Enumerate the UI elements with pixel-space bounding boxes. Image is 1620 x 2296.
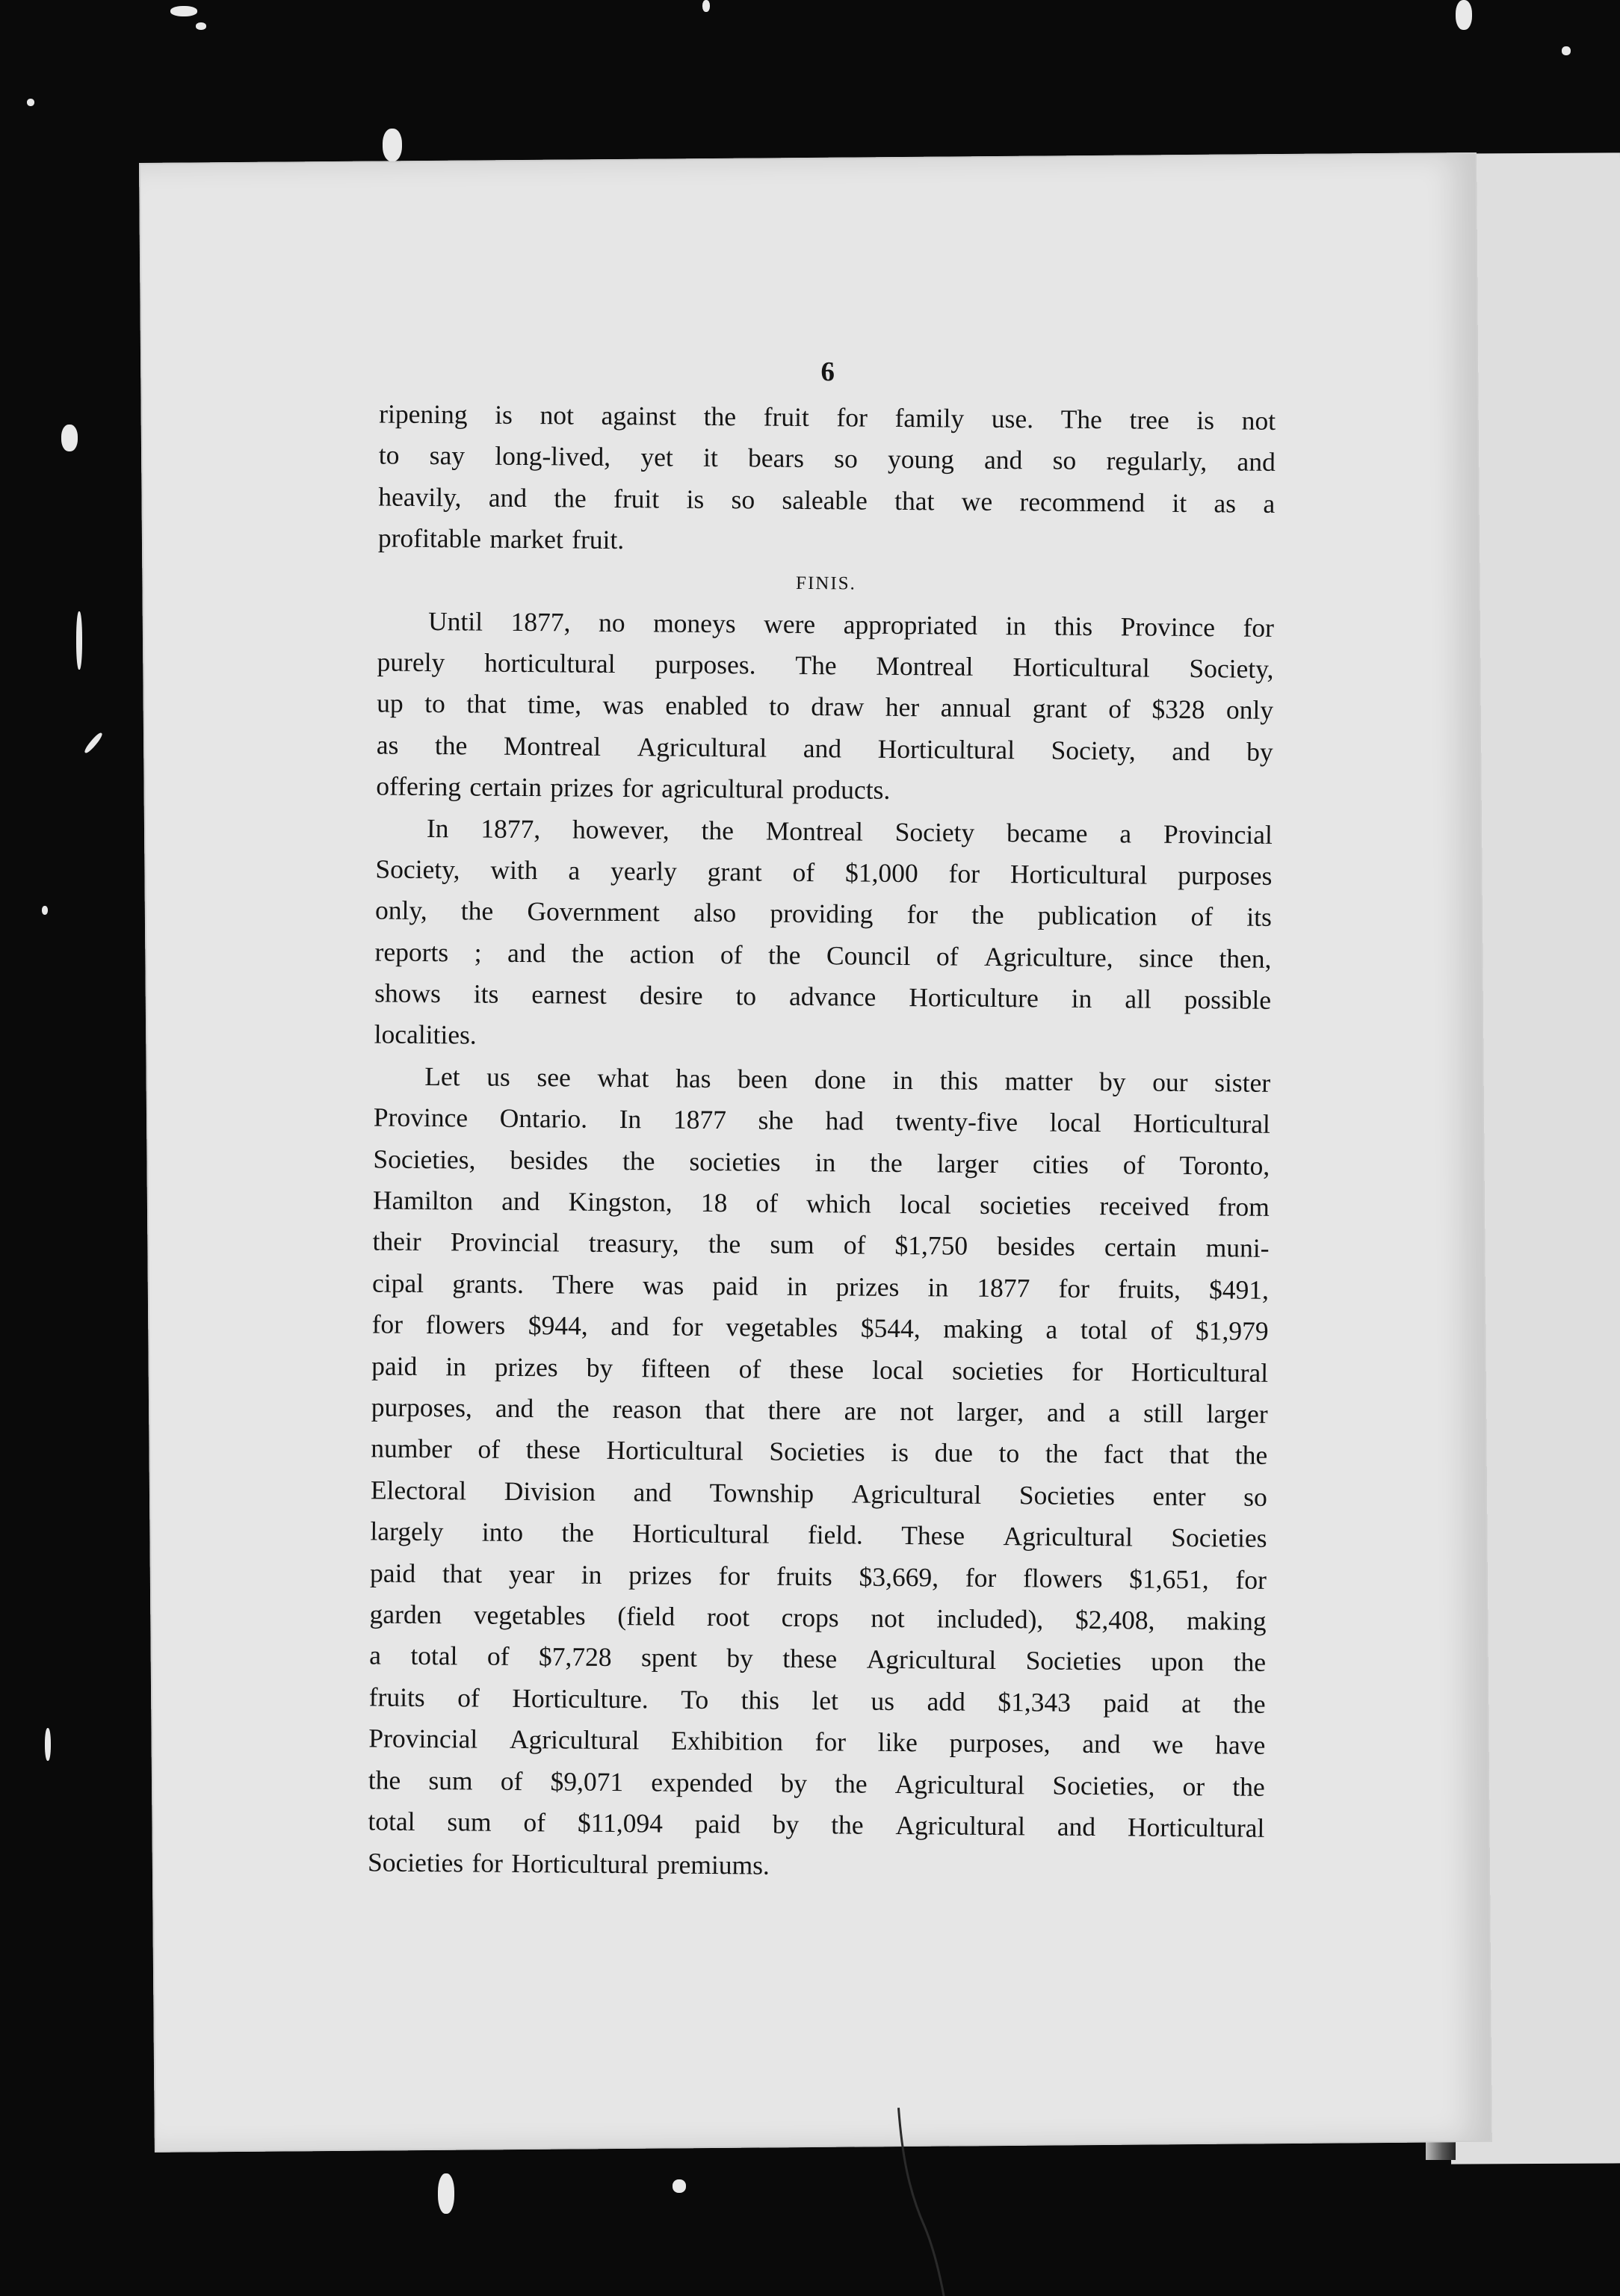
page-number: 6 [820,357,835,388]
text-line: up to that time, was enabled to draw her annual grant of $328 only [377,688,1274,726]
text-line: only, the Government also providing for the publication of its [374,895,1273,933]
text-line: heavily, and the fruit is so saleable that we recommend it as a [378,481,1276,519]
page-text-block [368,348,1276,1890]
book-page [139,152,1492,2152]
text-line: number of these Horticultural Societies is due to the fact that the [371,1433,1268,1471]
text-line: purposes, and the reason that there are not larger, and a still larger [371,1392,1268,1429]
dust-speck [170,6,197,16]
section-heading: FINIS. [796,573,856,594]
paragraph-group [368,600,1274,1890]
text-line: Societies for Horticultural premiums. [367,1847,770,1880]
text-line: to say long-lived, yet it bears so young and so regularly, and [378,439,1276,478]
paragraph [368,1055,1271,1890]
text-line: Electoral Division and Township Agricultural Societies enter so [370,1475,1267,1512]
text-line: total sum of $11,094 paid by the Agricultural and Horticultural [368,1806,1265,1843]
text-line: localities. [374,1019,477,1050]
text-line: offering certain prizes for agricultural products. [376,771,891,805]
text-line: shows its earnest desire to advance Horticulture in all possible [374,978,1272,1015]
text-line: fruits of Horticulture. To this let us add $1,343 paid at the [368,1682,1266,1719]
dust-speck [83,731,104,754]
dust-speck [702,0,710,12]
text-line: Until 1877, no moneys were appropriated in this Province for [427,605,1275,643]
dust-speck [1562,46,1571,55]
text-line: Hamilton and Kingston, 18 of which local societies received from [372,1185,1270,1222]
dust-speck [1456,0,1472,30]
dust-speck [196,22,206,30]
dust-speck [45,1728,51,1761]
text-line: Societies, besides the societies in the larger cities of Toronto, [373,1144,1270,1181]
dust-speck [673,2179,686,2193]
text-line: for flowers $944, and for vegetables $544, making a total of $1,979 [371,1309,1269,1347]
dust-speck [27,99,34,106]
text-line: largely into the Horticultural field. These Agricultural Societies [370,1516,1267,1554]
paragraph [376,600,1274,814]
paragraph [374,807,1273,1063]
dust-speck [76,611,82,670]
text-line: paid that year in prizes for fruits $3,669, for flowers $1,651, for [369,1557,1267,1595]
text-line: the sum of $9,071 expended by the Agricultural Societies, or the [368,1764,1265,1802]
text-line: paid in prizes by fifteen of these local societies for Horticultural [371,1351,1269,1388]
text-line: a total of $7,728 spent by these Agricultural Societies upon the [369,1640,1267,1678]
text-line: profitable market fruit. [377,522,625,555]
text-line: garden vegetables (field root crops not included), $2,408, making [369,1599,1267,1636]
text-line: reports ; and the action of the Council of Agriculture, since then, [374,936,1272,974]
text-line: Provincial Agricultural Exhibition for like purposes, and we have [368,1723,1266,1760]
text-line: Province Ontario. In 1877 she had twenty-five local Horticultural [373,1102,1270,1140]
dust-speck [61,425,78,451]
text-line: their Provincial treasury, the sum of $1,750 besides certain muni- [372,1226,1270,1264]
text-line: In 1877, however, the Montreal Society became a Provincial [426,812,1273,850]
paper-crease [894,2108,955,2296]
text-line: ripening is not against the fruit for family use. The tree is not [379,398,1276,436]
dust-speck [438,2173,454,2214]
dust-speck [42,906,48,915]
text-line: purely horticultural purposes. The Montreal Horticultural Society, [377,646,1274,684]
text-line: as the Montreal Agricultural and Horticultural Society, and by [376,729,1273,767]
text-line: Let us see what has been done in this matter by our sister [424,1061,1271,1098]
dust-speck [383,129,402,161]
text-line: cipal grants. There was paid in prizes in 1877 for fruits, $491, [371,1268,1270,1305]
paragraph [378,393,1276,566]
text-line: Society, with a yearly grant of $1,000 for Horticultural purposes [375,854,1273,891]
